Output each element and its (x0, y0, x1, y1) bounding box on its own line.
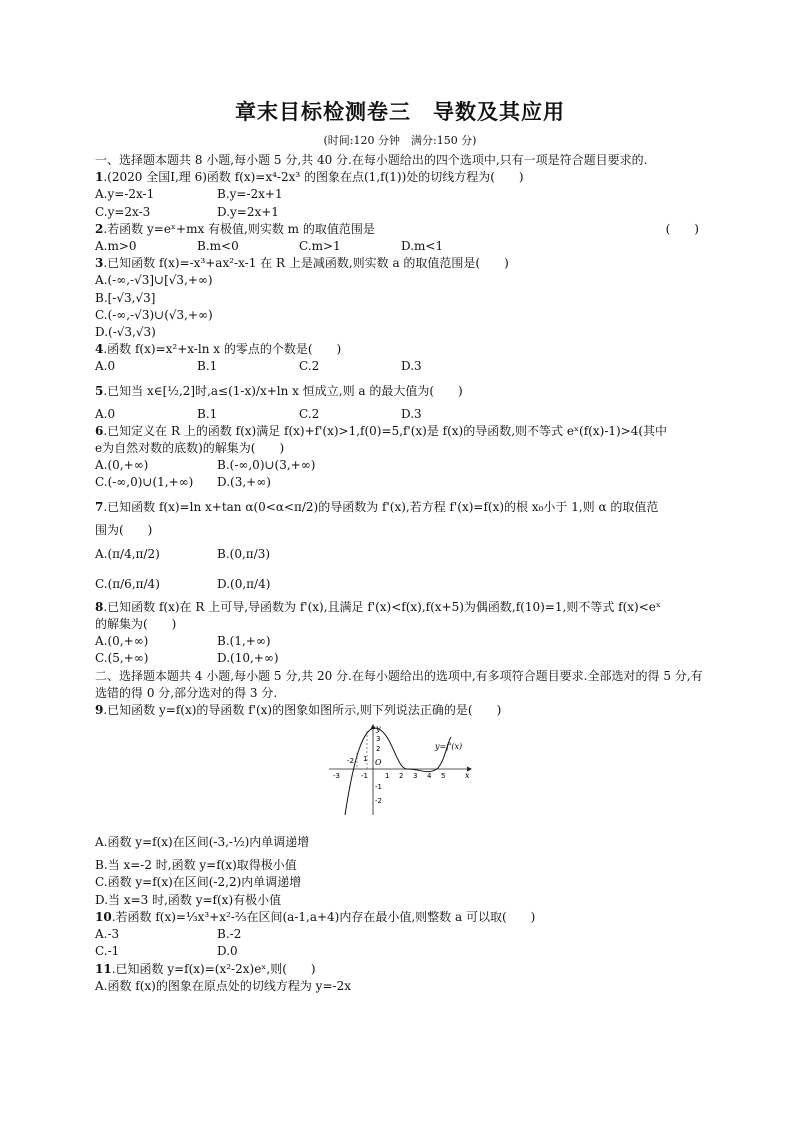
question-2 (95, 221, 705, 238)
option-a: A.0 (95, 406, 116, 421)
question-number: 10 (95, 909, 112, 924)
question-8-options-2 (95, 650, 705, 667)
option-a: A.m>0 (95, 239, 137, 254)
question-number: 4 (95, 342, 104, 357)
option-a: A.函数 f(x)的图象在原点处的切线方程为 y=-2x (95, 978, 351, 993)
x-tick-label: 5 (441, 772, 446, 781)
option-c: C.(-∞,0)∪(1,+∞) (95, 475, 194, 490)
x-axis-label: x (465, 771, 470, 781)
question-2-options (95, 238, 705, 255)
option-b: B.m<0 (197, 239, 239, 254)
option-b: B.1 (197, 359, 218, 374)
question-number: 7 (95, 499, 104, 514)
x-tick-labels (333, 757, 445, 780)
question-stem: .已知当 x∈[½,2]时,a≤(1-x)/x+ln x 恒成立,则 a 的最大值为( ) (103, 383, 463, 398)
question-4 (95, 341, 705, 358)
x-tick-label: -1 (361, 772, 368, 781)
question-7-options-2 (95, 569, 705, 599)
question-number: 3 (95, 256, 104, 271)
section-2-heading: 二、选择题本题共 4 小题,每小题 5 分,共 20 分.在每小题给出的选项中,有多项符合题目要求.全部选对的得 5 分,有选错的得 0 分,部分选对的得 3 分. (95, 668, 703, 700)
option-d: D.3 (401, 359, 422, 374)
option-b: B.(1,+∞) (217, 634, 271, 649)
question-number: 6 (95, 423, 104, 438)
y-tick-label: -2 (375, 797, 382, 806)
option-b: B.当 x=-2 时,函数 y=f(x)取得极小值 (95, 858, 297, 873)
option-b: B.(0,π/3) (217, 546, 271, 561)
question-6 (95, 423, 705, 440)
x-tick-label: 4 (427, 772, 432, 781)
question-stem: .函数 f(x)=x²+x-ln x 的零点的个数是( ) (103, 342, 342, 357)
question-7-cont: 围为( ) (95, 522, 153, 537)
option-d: D.(0,π/4) (217, 576, 271, 591)
question-stem: .已知函数 f(x)=ln x+tan α(0<α<π/2)的导函数为 f'(x),若方程 f'(x)=f(x)的根 x₀小于 1,则 α 的取值范 (103, 499, 659, 514)
question-number: 11 (95, 961, 112, 976)
option-a: A.-3 (95, 927, 120, 942)
option-a: A.(-∞,-√3]∪[√3,+∞) (95, 273, 213, 288)
option-c: C.y=2x-3 (95, 204, 151, 219)
option-a: A.y=-2x-1 (95, 187, 155, 202)
option-c: C.2 (299, 359, 320, 374)
y-tick-labels (363, 735, 382, 805)
question-10-options-2 (95, 943, 705, 960)
y-tick-label: 3 (376, 735, 381, 744)
question-9 (95, 702, 705, 719)
y-tick-label: 2 (376, 745, 381, 754)
option-c: C.(π/6,π/4) (95, 576, 160, 591)
option-d: D.(10,+∞) (217, 651, 279, 666)
question-1 (95, 169, 705, 186)
question-number: 9 (95, 703, 104, 718)
question-5 (95, 376, 705, 406)
question-stem: .(2020 全国Ⅰ,理 6)函数 f(x)=x⁴-2x³ 的图象在点(1,f(1))处的切线方程为( ) (103, 170, 524, 185)
option-d: D.(-√3,√3) (95, 325, 156, 340)
option-d: D.0 (217, 944, 238, 959)
option-a: A.(0,+∞) (95, 634, 149, 649)
option-d: D.当 x=3 时,函数 y=f(x)有极小值 (95, 892, 282, 907)
origin-label: O (375, 758, 382, 768)
section-1-heading: 一、选择题本题共 8 小题,每小题 5 分,共 40 分.在每小题给出的四个选项中,只有一项是符合题目要求的. (95, 153, 648, 167)
question-stem: .若函数 y=eˣ+mx 有极值,则实数 m 的取值范围是 (103, 221, 375, 236)
x-tick-label: -2 (347, 757, 354, 766)
option-c: C.函数 y=f(x)在区间(-2,2)内单调递增 (95, 875, 302, 890)
option-a: A.函数 y=f(x)在区间(-3,-½)内单调递增 (95, 835, 310, 850)
x-tick-label: -3 (333, 772, 340, 781)
option-d: D.y=2x+1 (217, 204, 279, 219)
question-8-options (95, 633, 705, 650)
question-7 (95, 492, 705, 522)
option-c: C.-1 (95, 944, 120, 959)
question-stem: .若函数 f(x)=⅓x³+x²-⅔在区间(a-1,a+4)内存在最小值,则整数 a 可以取( ) (111, 909, 536, 924)
question-4-options (95, 358, 705, 375)
option-d: D.m<1 (401, 239, 444, 254)
question-stem: .已知函数 y=f(x)的导函数 f'(x)的图象如图所示,则下列说法正确的是( ) (103, 703, 502, 718)
derivative-graph (327, 723, 477, 819)
question-7-options (95, 539, 705, 569)
question-10 (95, 909, 705, 926)
curve-label: y=f'(x) (435, 742, 463, 752)
option-c: C.(-∞,-√3)∪(√3,+∞) (95, 307, 213, 322)
option-b: B.-2 (217, 927, 242, 942)
question-number: 1 (95, 170, 104, 185)
y-tick-label: 1 (363, 755, 368, 764)
question-10-options (95, 926, 705, 943)
y-axis-label: y (376, 724, 381, 734)
option-a: A.0 (95, 359, 116, 374)
option-c: C.(5,+∞) (95, 651, 149, 666)
question-11 (95, 961, 705, 978)
question-6-options-2 (95, 474, 705, 491)
question-stem: .已知函数 f(x)=-x³+ax²-x-1 在 R 上是减函数,则实数 a 的取值范围是( ) (103, 256, 509, 271)
x-tick-label: 2 (399, 772, 404, 781)
option-b: B.[-√3,√3] (95, 290, 156, 305)
question-6-options (95, 457, 705, 474)
question-6-cont: e为自然对数的底数)的解集为( ) (95, 441, 285, 456)
question-stem: .已知定义在 R 上的函数 f(x)满足 f(x)+f'(x)>1,f(0)=5,f'(x)是 f(x)的导函数,则不等式 eˣ(f(x)-1)>4(其中 (103, 423, 668, 438)
x-tick-label: 1 (385, 772, 390, 781)
option-d: D.(3,+∞) (217, 475, 271, 490)
option-b: B.y=-2x+1 (217, 187, 283, 202)
question-stem: .已知函数 y=f(x)=(x²-2x)eˣ,则( ) (111, 961, 316, 976)
question-1-options-2 (95, 204, 705, 221)
x-tick-label: 3 (413, 772, 418, 781)
question-number: 5 (95, 383, 104, 398)
question-3 (95, 255, 705, 272)
option-a: A.(π/4,π/2) (95, 546, 160, 561)
question-number: 2 (95, 221, 104, 236)
question-number: 8 (95, 599, 104, 614)
option-c: C.m>1 (299, 239, 341, 254)
option-d: D.3 (401, 406, 422, 421)
question-1-options (95, 186, 705, 203)
page-subtitle: (时间:120 分钟 满分:150 分) (323, 134, 477, 147)
question-8 (95, 599, 705, 616)
option-a: A.(0,+∞) (95, 458, 149, 473)
option-b: B.(-∞,0)∪(3,+∞) (217, 458, 316, 473)
exam-page (95, 96, 705, 995)
question-stem: .已知函数 f(x)在 R 上可导,导函数为 f'(x),且满足 f'(x)<f(x),f(x+5)为偶函数,f(10)=1,则不等式 f(x)<eˣ (103, 599, 661, 614)
question-8-cont: 的解集为( ) (95, 617, 177, 632)
answer-paren: ( ) (665, 221, 699, 236)
y-tick-label: -1 (375, 783, 382, 792)
question-5-options (95, 406, 705, 423)
option-b: B.1 (197, 406, 218, 421)
option-c: C.2 (299, 406, 320, 421)
page-title: 章末目标检测卷三 导数及其应用 (235, 100, 565, 124)
